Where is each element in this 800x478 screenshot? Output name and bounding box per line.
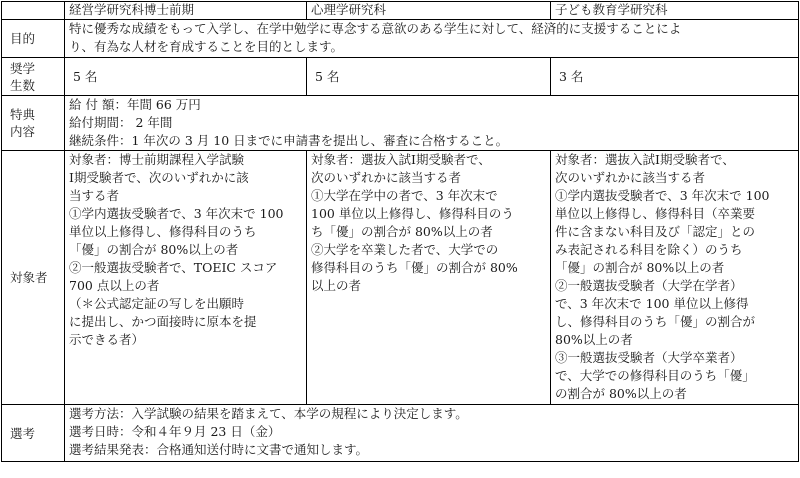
benefit-label-line: 内容 xyxy=(10,124,36,139)
target-child-education-line: ③一般選抜受験者（大学卒業者） xyxy=(555,350,743,365)
target-management-line: 「優」の割合が 80%以上の者 xyxy=(69,242,239,257)
count-label-line: 生数 xyxy=(10,77,36,93)
count-management-cell xyxy=(65,58,307,96)
benefit-label-cell xyxy=(2,96,65,151)
target-child-education-line: で、3 年次末で 100 単位以上修得 xyxy=(555,296,749,311)
target-psychology-line: 修得科目のうち「優」の割合が 80% xyxy=(311,260,518,275)
count-child-education-value: 3 名 xyxy=(559,68,584,84)
header-row xyxy=(2,2,799,20)
scholarship-table xyxy=(1,1,799,462)
header-child-education-label: 子ども教育学研究科 xyxy=(555,2,668,17)
target-label-cell xyxy=(2,151,65,405)
purpose-line: り、有為な人材を育成することを目的とします。 xyxy=(69,39,344,54)
target-child-education-cell xyxy=(551,151,799,405)
target-psychology-line: 100 単位以上修得し、修得科目のう xyxy=(311,206,514,221)
header-corner-cell xyxy=(2,2,65,20)
target-management-line: ①学内選抜受験者で、3 年次末で 100 xyxy=(69,206,284,221)
count-management-value: 5 名 xyxy=(73,68,98,84)
purpose-row xyxy=(2,20,799,58)
target-psychology-line: ②大学を卒業した者で、大学での xyxy=(311,242,499,257)
target-label: 対象者 xyxy=(10,270,48,285)
purpose-label-cell xyxy=(2,20,65,58)
target-management-line: 示できる者） xyxy=(69,332,145,347)
target-psychology-line: ①大学在学中の者で、3 年次末で xyxy=(311,188,498,203)
target-management-line: Ⅰ期受験者で、次のいずれかに該 xyxy=(69,170,249,185)
target-child-education-line: 80%以上の者 xyxy=(555,332,633,347)
benefit-text-cell xyxy=(65,96,799,151)
benefit-row xyxy=(2,96,799,151)
header-psychology-cell xyxy=(307,2,551,20)
selection-line: 選考方法：入学試験の結果を踏まえて、本学の規程により決定します。 xyxy=(69,406,468,421)
count-label-line: 奨学 xyxy=(10,60,36,76)
target-psychology-line: 以上の者 xyxy=(311,278,362,293)
count-psychology-value: 5 名 xyxy=(315,68,340,84)
target-psychology-line: ち「優」の割合が 80%以上の者 xyxy=(311,224,493,239)
target-child-education-line: 次のいずれかに該当する者 xyxy=(555,170,706,185)
target-child-education-line: 件に含まない科目及び「認定」との xyxy=(555,224,756,239)
target-child-education-line: ①学内選抜受験者で、3 年次末で 100 xyxy=(555,188,770,203)
target-management-cell xyxy=(65,151,307,405)
target-management-line: 700 点以上の者 xyxy=(69,278,160,293)
count-label-cell xyxy=(2,58,65,96)
count-child-education-cell xyxy=(551,58,799,96)
target-psychology-cell xyxy=(307,151,551,405)
target-child-education-line: み表記される科目を除く）のうち xyxy=(555,242,743,257)
purpose-text-cell xyxy=(65,20,799,58)
target-child-education-line: 「優」の割合が 80%以上の者 xyxy=(555,260,725,275)
target-child-education-line: の割合が 80%以上の者 xyxy=(555,386,687,401)
target-psychology-line: 対象者：選抜入試Ⅰ期受験者で、 xyxy=(311,152,491,167)
target-management-line: ②一般選抜受験者で、TOEIC スコア xyxy=(69,260,278,275)
target-management-line: 対象者：博士前期課程入学試験 xyxy=(69,152,245,167)
header-child-education-cell xyxy=(551,2,799,20)
target-management-line: 当する者 xyxy=(69,188,120,203)
selection-line: 選考日時：令和４年９月 23 日（金） xyxy=(69,424,281,439)
purpose-label: 目的 xyxy=(10,31,36,46)
target-child-education-line: ②一般選抜受験者（大学在学者） xyxy=(555,278,743,293)
selection-label-cell xyxy=(2,405,65,462)
benefit-line: 継続条件：1 年次の 3 月 10 日までに申請書を提出し、審査に合格すること。 xyxy=(69,133,509,148)
target-management-line: （＊公式認定証の写しを出願時 xyxy=(69,296,245,311)
target-row xyxy=(2,151,799,405)
selection-text-cell xyxy=(65,405,799,462)
selection-line: 選考結果発表：合格通知送付時に文書で通知します。 xyxy=(69,442,369,457)
target-psychology-line: 次のいずれかに該当する者 xyxy=(311,170,462,185)
header-psychology-label: 心理学研究科 xyxy=(311,2,387,17)
count-psychology-cell xyxy=(307,58,551,96)
target-management-line: 単位以上修得し、修得科目のうち xyxy=(69,224,257,239)
selection-row xyxy=(2,405,799,462)
target-child-education-line: 単位以上修得し、修得科目（卒業要 xyxy=(555,206,756,221)
count-row xyxy=(2,58,799,96)
target-child-education-line: し、修得科目のうち「優」の割合が xyxy=(555,314,756,329)
target-child-education-line: で、大学での修得科目のうち「優」 xyxy=(555,368,755,383)
selection-label: 選考 xyxy=(10,425,36,441)
purpose-line: 特に優秀な成績をもって入学し、在学中勉学に専念する意欲のある学生に対して、経済的に支援することによ xyxy=(69,21,682,36)
target-management-line: に提出し、かつ面接時に原本を提 xyxy=(69,314,257,329)
benefit-line: 給 付 額：年間 66 万円 xyxy=(69,97,201,112)
header-management-cell xyxy=(65,2,307,20)
benefit-line: 給付期間： 2 年間 xyxy=(69,115,173,130)
benefit-label-line: 特典 xyxy=(10,107,36,122)
header-management-label: 経営学研究科博士前期 xyxy=(69,2,195,17)
target-child-education-line: 対象者：選抜入試Ⅰ期受験者で、 xyxy=(555,152,735,167)
